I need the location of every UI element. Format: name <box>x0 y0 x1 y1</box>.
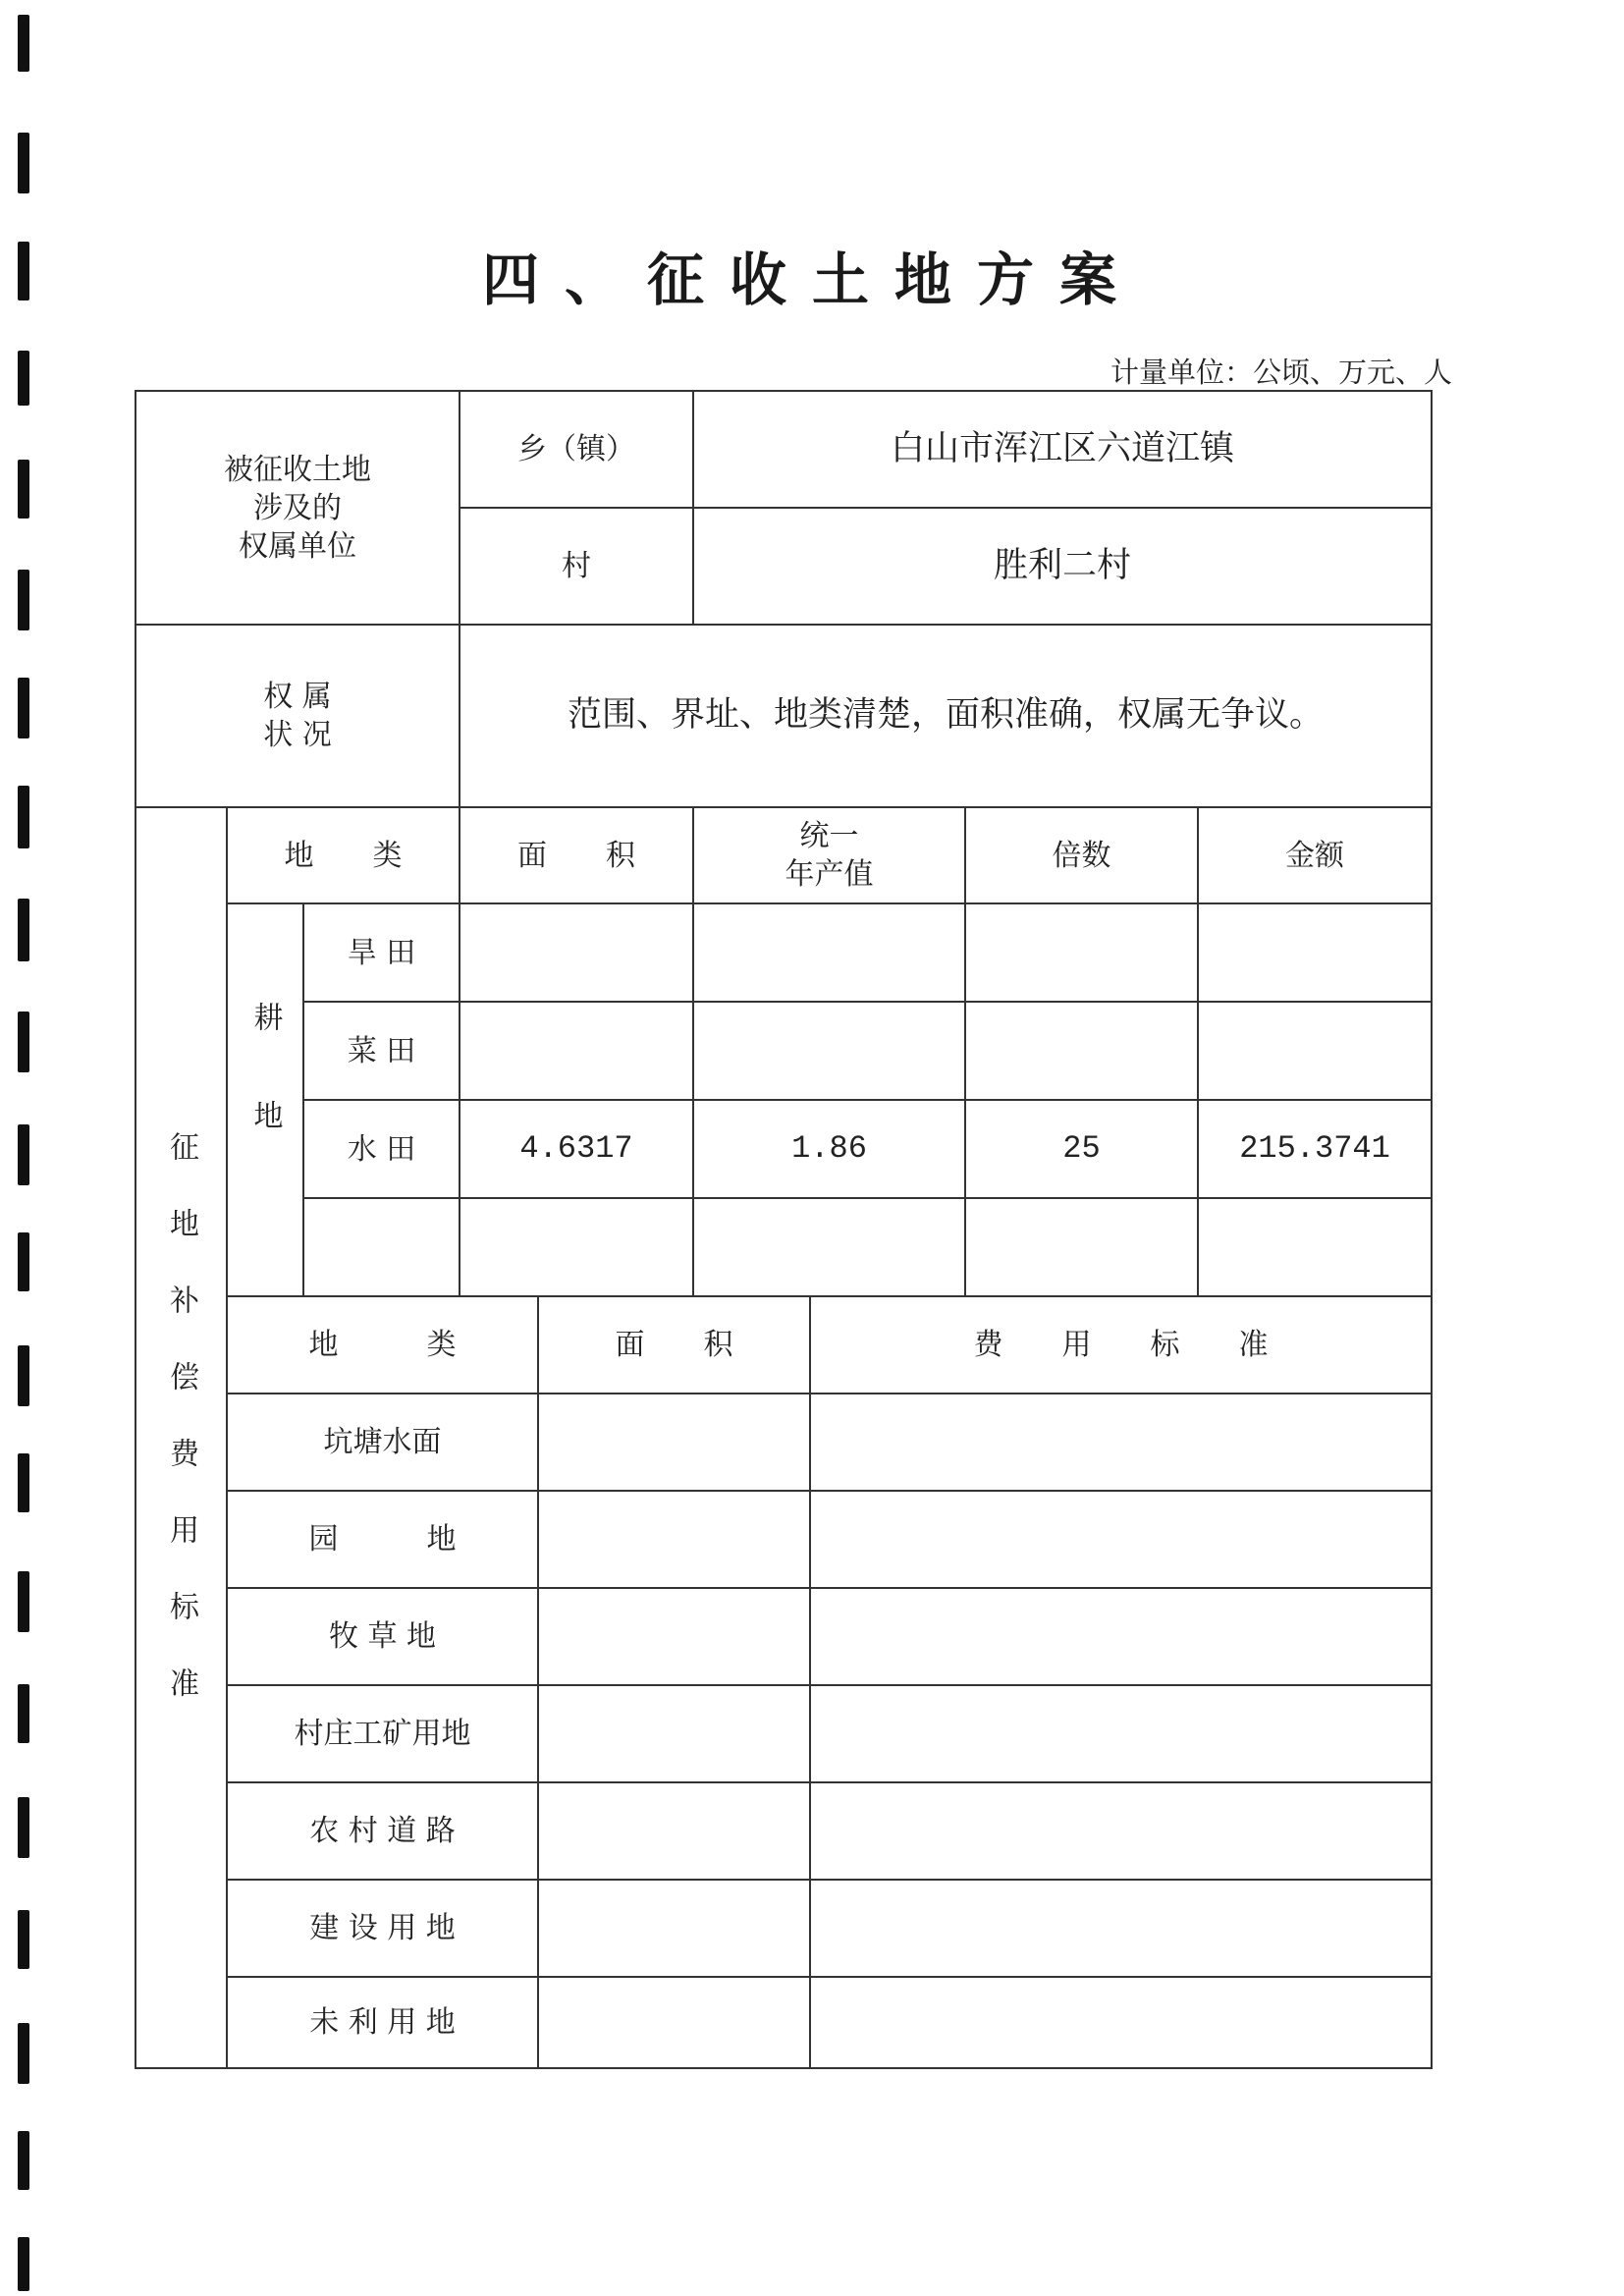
unit-note: 计量单位：公顷、万元、人 <box>1110 355 1452 389</box>
ownership-status-label: 权 属 状 况 <box>263 680 332 752</box>
town-value: 白山市浑江区六道江镇 <box>890 428 1234 468</box>
other-land-type: 未 利 用 地 <box>309 2005 456 2040</box>
page-title: 四、征收土地方案 <box>481 246 1142 313</box>
other-land-fee <box>810 1782 1432 1880</box>
other-land-area <box>538 1977 810 2068</box>
header-land-type: 地 类 <box>284 838 403 873</box>
cultivated-annual-value: 1.86 <box>791 1130 867 1168</box>
other-land-type: 坑塘水面 <box>323 1425 442 1459</box>
cultivated-area <box>460 903 693 1002</box>
header2-land-type: 地 类 <box>308 1328 457 1362</box>
compensation-section-label <box>135 807 227 2068</box>
cultivated-multiple <box>965 903 1198 1002</box>
other-land-area <box>538 1685 810 1782</box>
ownership-status-value: 范围、界址、地类清楚，面积准确，权属无争议。 <box>567 695 1324 736</box>
cultivated-annual-value <box>693 903 965 1002</box>
other-land-area <box>538 1588 810 1685</box>
other-land-area <box>538 1782 810 1880</box>
cultivated-area <box>460 1198 693 1296</box>
other-land-area <box>538 1491 810 1588</box>
header2-area: 面 积 <box>615 1328 733 1362</box>
header-annual-value: 统一 年产值 <box>785 819 874 892</box>
compensation-section-text: 征地补偿费用标准 <box>164 1131 198 1744</box>
town-label: 乡（镇） <box>517 432 635 466</box>
cultivated-multiple <box>965 1002 1198 1100</box>
village-value: 胜利二村 <box>993 545 1131 585</box>
header-amount: 金额 <box>1285 838 1344 873</box>
other-land-type: 农 村 道 路 <box>309 1814 456 1848</box>
cultivated-amount <box>1198 903 1432 1002</box>
other-land-area <box>538 1394 810 1491</box>
cultivated-type: 水 田 <box>347 1131 416 1167</box>
cultivated-amount <box>1198 1002 1432 1100</box>
other-land-fee <box>810 1685 1432 1782</box>
other-land-type: 牧 草 地 <box>328 1619 437 1654</box>
cultivated-type <box>303 1198 460 1296</box>
other-land-fee <box>810 1977 1432 2068</box>
village-label: 村 <box>562 549 591 583</box>
cultivated-type: 旱 田 <box>347 935 416 970</box>
header-multiple: 倍数 <box>1052 838 1111 873</box>
other-land-fee <box>810 1491 1432 1588</box>
cultivated-type: 菜 田 <box>347 1033 416 1068</box>
cultivated-multiple <box>965 1198 1198 1296</box>
other-land-fee <box>810 1880 1432 1977</box>
cultivated-label <box>227 903 303 1296</box>
header-area: 面 积 <box>517 838 635 873</box>
other-land-type: 村庄工矿用地 <box>294 1717 471 1751</box>
cultivated-annual-value <box>693 1002 965 1100</box>
other-land-area <box>538 1880 810 1977</box>
other-land-type: 建 设 用 地 <box>309 1911 456 1945</box>
other-land-type: 园 地 <box>308 1522 457 1557</box>
cultivated-amount <box>1198 1198 1432 1296</box>
cultivated-annual-value <box>693 1198 965 1296</box>
cultivated-text: 耕地 <box>247 1002 283 1198</box>
header2-fee-standard: 费 用 标 准 <box>973 1328 1269 1362</box>
other-land-fee <box>810 1588 1432 1685</box>
cultivated-area <box>460 1002 693 1100</box>
other-land-fee <box>810 1394 1432 1491</box>
cultivated-multiple: 25 <box>1062 1130 1101 1168</box>
cultivated-area: 4.6317 <box>519 1130 633 1168</box>
ownership-unit-label: 被征收土地 涉及的 权属单位 <box>224 452 371 564</box>
cultivated-amount: 215.3741 <box>1239 1130 1390 1168</box>
